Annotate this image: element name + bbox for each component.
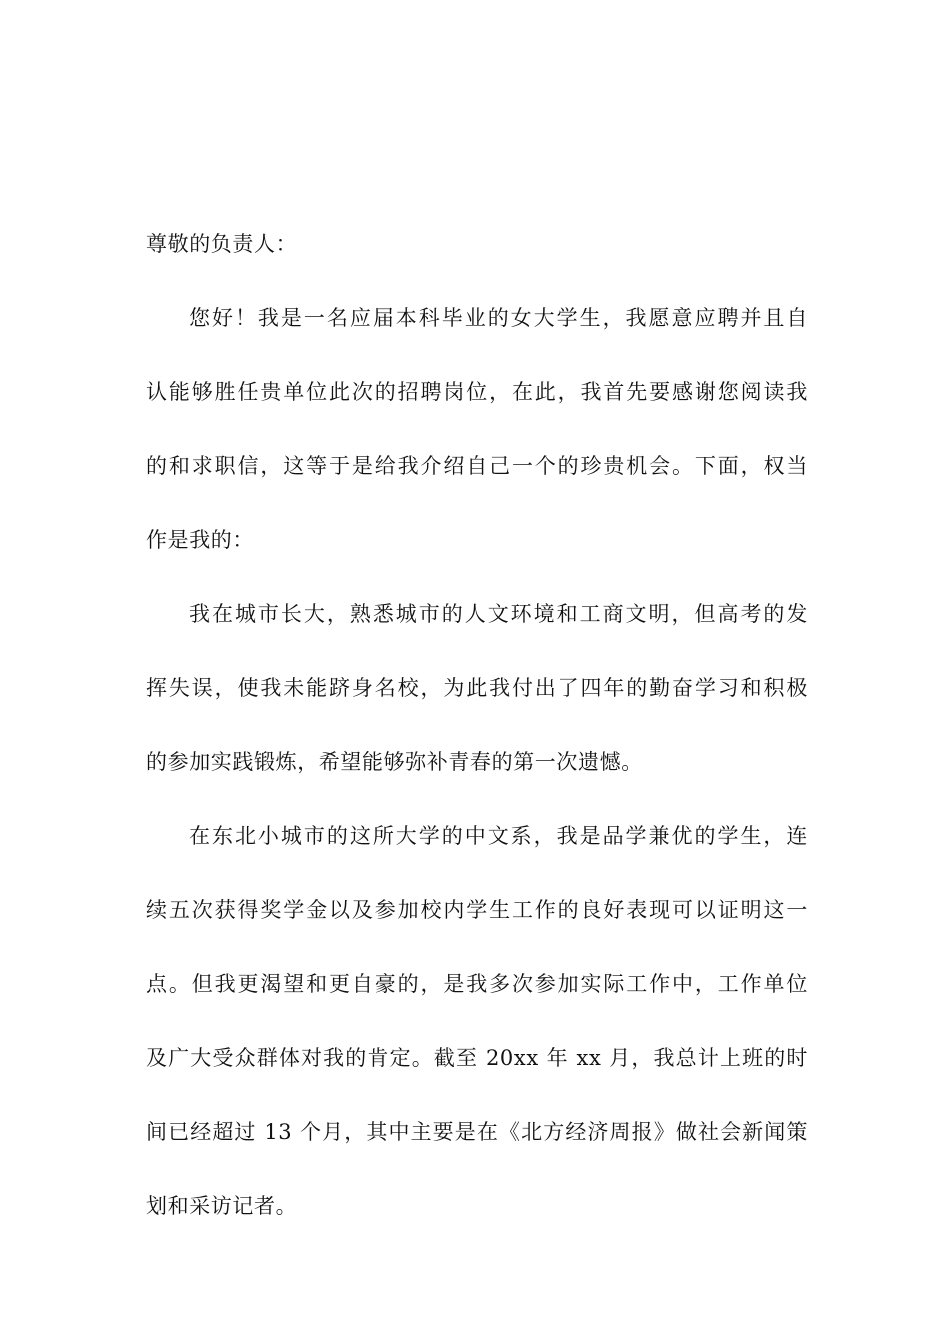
paragraph-line: 间已经超过 13 个月，其中主要是在《北方经济周报》做社会新闻策 [146,1120,808,1144]
paragraph-line: 您好！我是一名应届本科毕业的女大学生，我愿意应聘并且自 [189,306,808,330]
paragraph-line: 挥失误，使我未能跻身名校，为此我付出了四年的勤奋学习和积极 [146,676,808,700]
paragraph-line: 续五次获得奖学金以及参加校内学生工作的良好表现可以证明这一 [146,898,808,922]
paragraph-line: 划和采访记者。 [146,1194,298,1218]
paragraph-3 [146,799,808,1243]
paragraph-line: 作是我的： [146,528,254,552]
paragraph-line: 我在城市长大，熟悉城市的人文环境和工商文明，但高考的发 [189,602,808,626]
paragraph-line: 认能够胜任贵单位此次的招聘岗位，在此，我首先要感谢您阅读我 [146,380,808,404]
paragraph-line: 及广大受众群体对我的肯定。截至 20xx 年 xx 月，我总计上班的时 [146,1046,808,1070]
paragraph-line: 的和求职信，这等于是给我介绍自己一个的珍贵机会。下面，权当 [146,454,808,478]
paragraph-2 [146,577,808,799]
letter-body [146,207,808,1243]
paragraph-line: 点。但我更渴望和更自豪的，是我多次参加实际工作中，工作单位 [146,972,808,996]
paragraph-line: 在东北小城市的这所大学的中文系，我是品学兼优的学生，连 [189,824,808,848]
salutation: 尊敬的负责人： [146,232,298,256]
paragraph-line: 的参加实践锻炼，希望能够弥补青春的第一次遗憾。 [146,750,643,774]
paragraph-1 [146,281,808,577]
